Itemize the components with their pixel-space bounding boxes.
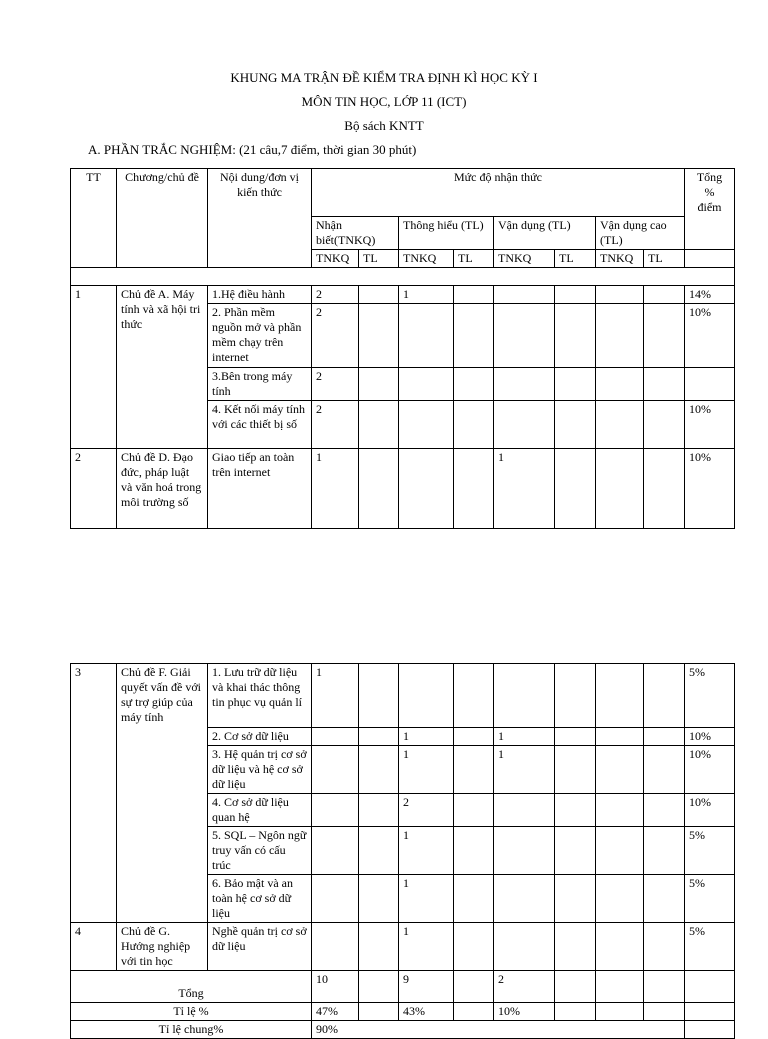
- cell-th: 2: [399, 794, 454, 827]
- table-row: [71, 664, 735, 728]
- cell-nb: 2: [312, 304, 359, 368]
- cell-vd: [494, 875, 555, 923]
- cell-pct: 10%: [685, 304, 735, 368]
- row-tt: 2: [71, 449, 117, 529]
- row-content: 2. Cơ sở dữ liệu: [208, 728, 312, 746]
- row-content: 3.Bên trong máy tính: [208, 368, 312, 401]
- cell-pct: 5%: [685, 827, 735, 875]
- row-content: 4. Cơ sở dữ liệu quan hệ: [208, 794, 312, 827]
- header-content: Nội dung/đơn vị kiến thức: [208, 169, 312, 268]
- row-content: 5. SQL – Ngôn ngữ truy vấn có cấu trúc: [208, 827, 312, 875]
- header-total-pct: Tổng % điểm: [685, 169, 735, 250]
- cell-nb: 1: [312, 664, 359, 728]
- header-tnkq: TNKQ: [312, 250, 359, 268]
- common-ratio-label: Tỉ lệ chung%: [71, 1021, 312, 1039]
- cell-th: [399, 449, 454, 529]
- subject-line: MÔN TIN HỌC, LỚP 11 (ICT): [301, 94, 467, 109]
- row-content: 2. Phần mềm nguồn mở và phần mềm chạy trên internet: [208, 304, 312, 368]
- common-ratio-row: [71, 1021, 735, 1039]
- row-content: Nghề quản trị cơ sở dữ liệu: [208, 923, 312, 971]
- header-tl: TL: [359, 250, 399, 268]
- header-tnkq: TNKQ: [596, 250, 644, 268]
- cell-nb: [312, 794, 359, 827]
- book-line: Bộ sách KNTT: [344, 118, 424, 133]
- cell-pct: 10%: [685, 794, 735, 827]
- cell-th: 1: [399, 728, 454, 746]
- cell-vd: 1: [494, 449, 555, 529]
- row-content: 6. Bảo mật và an toàn hệ cơ sở dữ liệu: [208, 875, 312, 923]
- cell-nb: 2: [312, 286, 359, 304]
- header-tt: TT: [71, 169, 117, 268]
- row-chapter: Chủ đề A. Máy tính và xã hội tri thức: [117, 286, 208, 449]
- header-level: Mức độ nhận thức: [312, 169, 685, 217]
- row-content: 4. Kết nối máy tính với các thiết bị số: [208, 401, 312, 449]
- matrix-table-part2: [70, 663, 735, 1039]
- header-chapter: Chương/chủ đề: [117, 169, 208, 268]
- table-row: [71, 286, 735, 304]
- cell-th: 1: [399, 286, 454, 304]
- cell-nb: 2: [312, 401, 359, 449]
- cell-vd: [494, 304, 555, 368]
- cell-nb: [312, 827, 359, 875]
- cell-nb: [312, 728, 359, 746]
- cell-vd: [494, 401, 555, 449]
- header-tl: TL: [644, 250, 685, 268]
- cell-vd: 1: [494, 746, 555, 794]
- ratio-row: [71, 1003, 735, 1021]
- cell-th: [399, 304, 454, 368]
- total-label: Tổng: [71, 971, 312, 1003]
- table-row: [71, 449, 735, 529]
- header-apply: Vận dụng (TL): [494, 217, 596, 250]
- total-vd: 2: [494, 971, 555, 1003]
- row-content: 1.Hệ điều hành: [208, 286, 312, 304]
- total-th: 9: [399, 971, 454, 1003]
- cell-vd: [494, 286, 555, 304]
- matrix-table-part1: [70, 168, 735, 529]
- row-chapter: Chủ đề F. Giải quyết vấn đề với sự trợ giúp của máy tính: [117, 664, 208, 923]
- cell-pct: 10%: [685, 449, 735, 529]
- cell-th: 1: [399, 875, 454, 923]
- row-content: 1. Lưu trữ dữ liệu và khai thác thông tin phục vụ quản lí: [208, 664, 312, 728]
- cell-nb: [312, 875, 359, 923]
- cell-pct: 5%: [685, 664, 735, 728]
- common-ratio-value: 90%: [312, 1021, 685, 1039]
- spacer-row: [71, 268, 735, 286]
- cell-th: [399, 368, 454, 401]
- cell-pct: 5%: [685, 923, 735, 971]
- cell-pct: 10%: [685, 401, 735, 449]
- header-recognize: Nhận biết(TNKQ): [312, 217, 399, 250]
- total-row: [71, 971, 735, 1003]
- ratio-label: Tỉ lệ %: [71, 1003, 312, 1021]
- cell-nb: 1: [312, 449, 359, 529]
- total-nb: 10: [312, 971, 359, 1003]
- ratio-nb: 47%: [312, 1003, 359, 1021]
- header-tl: TL: [454, 250, 494, 268]
- cell-nb: 2: [312, 368, 359, 401]
- cell-vd: [494, 827, 555, 875]
- header-understand: Thông hiểu (TL): [399, 217, 494, 250]
- cell-vd: 1: [494, 728, 555, 746]
- header-tnkq: TNKQ: [399, 250, 454, 268]
- cell-nb: [312, 746, 359, 794]
- cell-pct: 5%: [685, 875, 735, 923]
- row-content: 3. Hệ quản trị cơ sở dữ liệu và hệ cơ sở dữ liệu: [208, 746, 312, 794]
- document-title: KHUNG MA TRẬN ĐỀ KIỂM TRA ĐỊNH KÌ HỌC KỲ I: [230, 70, 538, 85]
- cell-pct: [685, 368, 735, 401]
- row-chapter: Chủ đề G. Hướng nghiệp với tin học: [117, 923, 208, 971]
- cell-th: 1: [399, 827, 454, 875]
- cell-vd: [494, 923, 555, 971]
- cell-pct: 14%: [685, 286, 735, 304]
- ratio-vd: 10%: [494, 1003, 555, 1021]
- cell-vd: [494, 664, 555, 728]
- cell-th: 1: [399, 746, 454, 794]
- cell-nb: [312, 923, 359, 971]
- ratio-th: 43%: [399, 1003, 454, 1021]
- cell-th: [399, 401, 454, 449]
- table-row: [71, 923, 735, 971]
- cell-vd: [494, 368, 555, 401]
- header-apply-high: Vận dụng cao (TL): [596, 217, 685, 250]
- row-content: Giao tiếp an toàn trên internet: [208, 449, 312, 529]
- row-tt: 1: [71, 286, 117, 449]
- cell-pct: 10%: [685, 746, 735, 794]
- cell-th: [399, 664, 454, 728]
- header-tnkq: TNKQ: [494, 250, 555, 268]
- row-chapter: Chủ đề D. Đạo đức, pháp luật và văn hoá trong môi trường số: [117, 449, 208, 529]
- cell-pct: 10%: [685, 728, 735, 746]
- section-a-heading: A. PHẦN TRẮC NGHIỆM: (21 câu,7 điểm, thời gian 30 phút): [88, 142, 417, 157]
- cell-vd: [494, 794, 555, 827]
- row-tt: 4: [71, 923, 117, 971]
- header-tl: TL: [555, 250, 596, 268]
- row-tt: 3: [71, 664, 117, 923]
- cell-th: 1: [399, 923, 454, 971]
